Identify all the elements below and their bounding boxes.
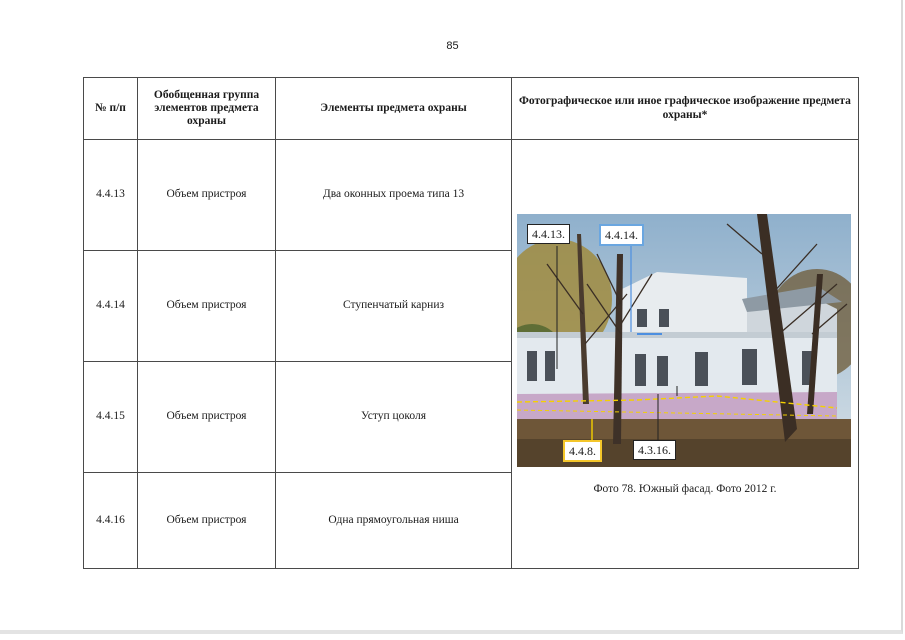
facade-photo-drawing [517,214,851,467]
photo-label-4-4-13: 4.4.13. [527,224,570,244]
row-group: Объем пристроя [138,251,276,362]
table-row [84,140,859,251]
photo-label-4-4-14: 4.4.14. [599,224,644,246]
header-num: № п/п [84,78,138,140]
row-element: Ступенчатый карниз [276,251,512,362]
page-number: 85 [446,40,459,52]
row-element: Одна прямоугольная ниша [276,473,512,569]
row-num: 4.4.14 [84,251,138,362]
row-element: Два оконных проема типа 13 [276,140,512,251]
row-num: 4.4.16 [84,473,138,569]
photo-caption: Фото 78. Южный фасад. Фото 2012 г. [593,483,777,495]
row-group: Объем пристроя [138,140,276,251]
row-group: Объем пристроя [138,362,276,473]
facade-photo [517,214,851,467]
row-num: 4.4.15 [84,362,138,473]
header-elements: Элементы предмета охраны [276,78,512,140]
protection-table [83,77,859,569]
photo-cell [512,140,859,569]
row-element: Уступ цоколя [276,362,512,473]
row-num: 4.4.13 [84,140,138,251]
photo-label-4-4-8: 4.4.8. [563,440,602,462]
row-group: Объем пристроя [138,473,276,569]
header-group: Обобщенная группа элементов предмета охраны [138,78,276,140]
photo-label-4-3-16: 4.3.16. [633,440,676,460]
header-image: Фотографическое или иное графическое изображение предмета охраны* [512,78,859,140]
table-header-row [84,78,859,140]
